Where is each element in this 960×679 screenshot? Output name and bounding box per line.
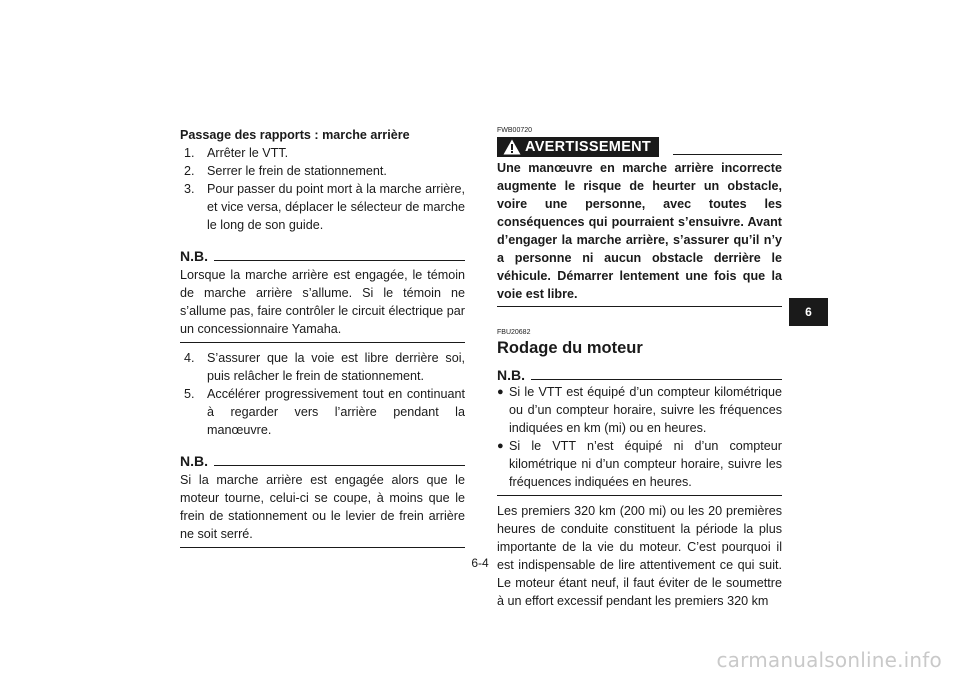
- divider: [531, 379, 782, 380]
- page-number: 6-4: [471, 556, 489, 570]
- step-text: Accélérer progressivement tout en continuant à regarder vers l’arrière pendant la manœuvre.: [207, 387, 465, 437]
- divider: [180, 547, 465, 548]
- bullet-icon: ●: [497, 386, 504, 398]
- divider: [497, 495, 782, 496]
- section-title: Rodage du moteur: [497, 339, 643, 357]
- note-label: N.B.: [180, 248, 208, 264]
- list-item: [180, 180, 465, 234]
- divider: [214, 260, 465, 261]
- divider: [497, 306, 782, 307]
- bullet-icon: ●: [497, 440, 504, 452]
- warning-badge: [497, 137, 659, 157]
- note-label: N.B.: [497, 367, 525, 383]
- note-label: N.B.: [180, 453, 208, 469]
- list-item: [497, 437, 782, 491]
- step-text: Arrêter le VTT.: [207, 146, 289, 160]
- warning-text: Une manœuvre en marche arrière incorrecte augmente le risque de heurter un obstacle, voire une personne, avec toutes les conséquences qui pourraient s’ensuivre. Avant d’engager la marche arrière, s’assurer qu’il n’y a personne ni aucun obstacle derrière le véhicule. Démarrer lentement une fois que la voie est libre.: [497, 161, 782, 301]
- warning-code: FWB00720: [497, 127, 533, 134]
- chapter-tab: 6: [789, 298, 828, 326]
- bullet-text: Si le VTT est équipé d’un compteur kilométrique ou d’un compteur horaire, suivre les fréquences indiquées en km (mi) ou en heures.: [509, 385, 782, 435]
- step-number: 3.: [184, 182, 195, 196]
- section-code: FBU20682: [497, 329, 531, 336]
- list-item: [180, 349, 465, 385]
- step-text: Pour passer du point mort à la marche arrière, et vice versa, déplacer le sélecteur de marche le long de son guide.: [207, 182, 465, 232]
- list-item: [180, 162, 465, 180]
- step-text: S’assurer que la voie est libre derrière soi, puis relâcher le frein de stationnement.: [207, 351, 465, 383]
- body-paragraph: Les premiers 320 km (200 mi) ou les 20 premières heures de conduite constituent la période la plus importante de la vie du moteur. C’est pourquoi il est indispensable de lire attentivement ce qui suit. Le moteur étant neuf, il faut éviter de le soumettre à un effort excessif pendant les premiers 320 km: [497, 504, 782, 608]
- list-item: [180, 385, 465, 439]
- list-item: [180, 144, 465, 162]
- step-number: 5.: [184, 387, 195, 401]
- step-text: Serrer le frein de stationnement.: [207, 164, 387, 178]
- step-number: 4.: [184, 351, 195, 365]
- list-item: [497, 383, 782, 437]
- note-text: Si la marche arrière est engagée alors que le moteur tourne, celui-ci se coupe, à moins que le frein de stationnement ou le levier de frein arrière ne soit serré.: [180, 473, 465, 541]
- divider: [673, 154, 782, 155]
- right-column: [497, 127, 782, 610]
- bullet-text: Si le VTT n’est équipé ni d’un compteur kilométrique ni d’un compteur horaire, suivre les fréquences indiquées en heures.: [509, 439, 782, 489]
- note-header: [180, 248, 465, 264]
- divider: [180, 342, 465, 343]
- divider: [214, 465, 465, 466]
- warning-header: [497, 137, 782, 157]
- warning-icon: [503, 139, 521, 155]
- step-number: 2.: [184, 164, 195, 178]
- step-number: 1.: [184, 146, 195, 160]
- note-header: [180, 453, 465, 469]
- watermark: carmanualsonline.info: [716, 648, 942, 672]
- section-heading: Passage des rapports : marche arrière: [180, 128, 410, 142]
- left-column: [180, 126, 465, 554]
- note-header: [497, 367, 782, 383]
- note-text: Lorsque la marche arrière est engagée, le témoin de marche arrière s’allume. Si le témoin ne s’allume pas, faire contrôler le circuit électrique par un concessionnaire Yamaha.: [180, 268, 465, 336]
- warning-label: AVERTISSEMENT: [525, 139, 652, 155]
